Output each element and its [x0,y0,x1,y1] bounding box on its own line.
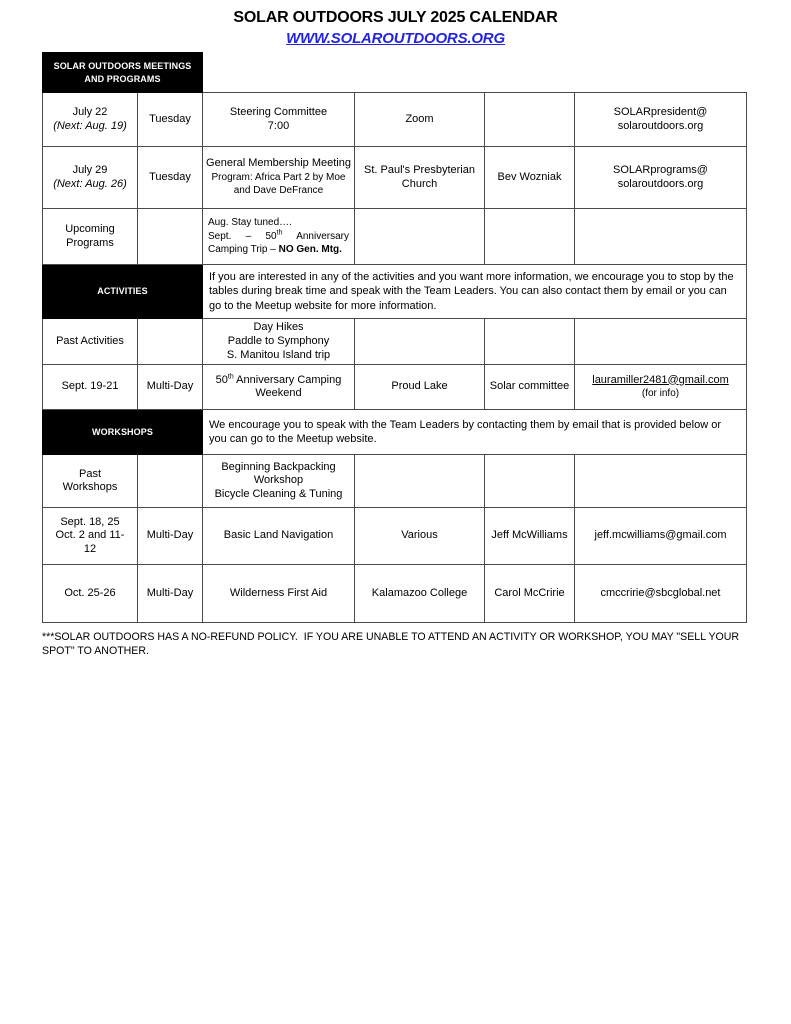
cell-day-empty [138,455,203,508]
page-title: SOLAR OUTDOORS JULY 2025 CALENDAR [233,9,558,26]
section-header-activities: ACTIVITIES [43,265,203,319]
section-row-meetings [43,53,747,93]
cell-past-activities-list [203,319,355,365]
cell-location: Various [355,508,485,565]
cell-leader-empty [485,455,575,508]
section-header-workshops: WORKSHOPS [43,410,203,455]
event-line1: Steering Committee [229,105,328,118]
past-activity-item: S. Manitou Island trip [226,348,331,361]
upcoming-note-line2: Sept. – 50th Anniversary [208,229,350,242]
table-row-upcoming [43,209,747,265]
cell-email [575,93,747,147]
date-note: (Next: Aug. 26) [53,177,127,190]
section-header-meetings [43,53,203,93]
past-activity-item: Paddle to Symphony [227,334,330,347]
past-activity-item: Day Hikes [253,321,304,333]
email-note: (for info) [641,388,680,400]
cell-email-empty [575,209,747,265]
table-row-oct2526 [43,565,747,623]
past-workshop-item: Workshop [253,474,304,487]
no-gen-mtg-bold: NO Gen. Mtg. [278,244,342,256]
activities-info-text: If you are interested in any of the activities and you want more information, we encourage you to stop by the tables during break time and speak with the Team Leaders. You can also contact them by email or you can go to the Meetup website for more information. [203,265,747,319]
cell-past-activities-label: Past Activities [43,319,138,365]
date-text: July 29 [72,163,108,176]
cell-date: Sept. 18, 25 Oct. 2 and 11- 12 [43,508,138,565]
section-row-workshops [43,410,747,455]
cell-event: 50th Anniversary Camping Weekend [203,365,355,410]
event-title: General Membership Meeting [206,156,351,169]
email-link[interactable]: lauramiller2481@gmail.com [592,373,729,386]
email-line1: SOLARprograms@ [613,163,708,176]
cell-event: Basic Land Navigation [203,508,355,565]
cell-location: Kalamazoo College [355,565,485,623]
cell-day: Multi-Day [138,508,203,565]
cell-leader: Carol McCririe [485,565,575,623]
section-header-meetings-line2: AND PROGRAMS [84,73,161,84]
cell-leader-empty [485,209,575,265]
cell-leader: Solar committee [485,365,575,410]
cell-day-empty [138,209,203,265]
cell-leader-empty [485,319,575,365]
email-line2: solaroutdoors.org [617,177,704,190]
table-row-past-workshops [43,455,747,508]
refund-policy-note: ***SOLAR OUTDOORS HAS A NO-REFUND POLICY. IF YOU ARE UNABLE TO ATTEND AN ACTIVITY OR WORKSHOP, YOU MAY "SELL YOUR SPOT" TO ANOTHER. [42,631,740,658]
workshops-info-text: We encourage you to speak with the Team Leaders by contacting them by email that is provided below or you can go to the Meetup website. [203,410,747,455]
cell-event [203,93,355,147]
website-link[interactable]: WWW.SOLAROUTDOORS.ORG [286,30,505,47]
cell-leader: Jeff McWilliams [485,508,575,565]
cell-past-workshops-list [203,455,355,508]
date-text: July 22 [72,105,108,118]
cell-day: Multi-Day [138,565,203,623]
table-row-past-activities [43,319,747,365]
header-spacer [203,53,747,93]
table-row-july29 [43,147,747,209]
cell-email [575,147,747,209]
date-note: (Next: Aug. 19) [53,119,127,132]
email-line1: SOLARpresident@ [613,105,708,118]
cell-day: Tuesday [138,93,203,147]
cell-upcoming-notes [203,209,355,265]
cell-email: cmccririe@sbcglobal.net [575,565,747,623]
cell-location: St. Paul's Presbyterian Church [355,147,485,209]
past-workshop-item: Beginning Backpacking [221,460,336,473]
section-header-meetings-line1: SOLAR OUTDOORS MEETINGS [53,60,192,71]
section-row-activities [43,265,747,319]
cell-email: jeff.mcwilliams@gmail.com [575,508,747,565]
upcoming-label-line1: Upcoming [65,222,115,235]
superscript-th: th [227,372,234,380]
email-line2: solaroutdoors.org [617,119,704,132]
cell-date: Oct. 25-26 [43,565,138,623]
table-row-sept1921 [43,365,747,410]
upcoming-label-line2: Programs [66,236,114,249]
cell-date [43,147,138,209]
cell-day-empty [138,319,203,365]
upcoming-note-line1: Aug. Stay tuned…. [208,217,292,229]
cell-location: Proud Lake [355,365,485,410]
cell-event [203,147,355,209]
cell-date [43,93,138,147]
cell-location: Zoom [355,93,485,147]
cell-leader [485,93,575,147]
cell-location-empty [355,319,485,365]
upcoming-note-line3: Camping Trip – NO Gen. Mtg. [208,244,342,256]
cell-event: Wilderness First Aid [203,565,355,623]
event-line2: 7:00 [267,119,290,132]
table-row-july22 [43,93,747,147]
event-program: Program: Africa Part 2 by Moe and Dave DeFrance [211,171,346,197]
past-workshop-item: Bicycle Cleaning & Tuning [214,488,343,501]
cell-email-empty [575,319,747,365]
cell-past-workshops-label: Past Workshops [43,455,138,508]
cell-location-empty [355,455,485,508]
cell-date: Sept. 19-21 [43,365,138,410]
cell-email [575,365,747,410]
cell-email-empty [575,455,747,508]
cell-day: Multi-Day [138,365,203,410]
superscript-th: th [276,229,283,237]
table-row-sept1825 [43,508,747,565]
cell-location-empty [355,209,485,265]
calendar-table [42,52,747,623]
cell-leader: Bev Wozniak [485,147,575,209]
cell-upcoming-label [43,209,138,265]
cell-day: Tuesday [138,147,203,209]
